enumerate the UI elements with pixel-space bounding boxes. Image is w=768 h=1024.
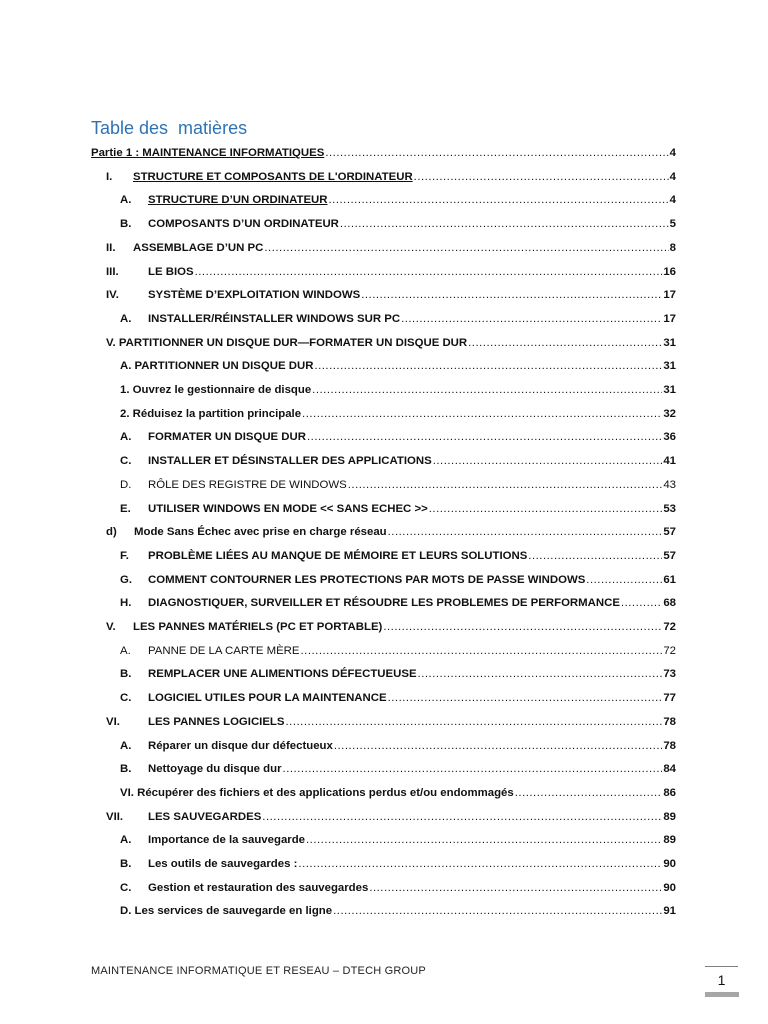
toc-dot-leader	[195, 264, 663, 280]
toc-dot-leader	[348, 477, 663, 493]
toc-entry-label: ASSEMBLAGE D’UN PC	[133, 242, 264, 254]
toc-entry-number: C.	[120, 455, 132, 467]
toc-dot-leader	[433, 453, 663, 469]
toc-entry-label: COMPOSANTS D’UN ORDINATEUR	[148, 218, 339, 230]
toc-entry[interactable]	[106, 287, 676, 303]
toc-entry[interactable]	[120, 311, 676, 327]
toc-entry-label: LES SAUVEGARDES	[148, 811, 262, 823]
toc-dot-leader	[388, 524, 663, 540]
toc-entry-label: UTILISER WINDOWS EN MODE << SANS ECHEC >>	[148, 503, 428, 515]
toc-entry-number: II.	[106, 242, 116, 254]
toc-entry-number: B.	[120, 218, 132, 230]
toc-entry-page: 57	[663, 526, 676, 538]
toc-dot-leader	[298, 856, 662, 872]
toc-entry-number: D.	[120, 479, 132, 491]
toc-entry[interactable]	[120, 880, 676, 896]
toc-entry-label: INSTALLER/RÉINSTALLER WINDOWS SUR PC	[148, 313, 401, 325]
toc-entry-number: A.	[120, 834, 132, 846]
toc-entry-number: A.	[120, 313, 132, 325]
toc-entry-number: B.	[120, 858, 132, 870]
toc-entry[interactable]	[106, 240, 676, 256]
toc-entry[interactable]	[106, 169, 676, 185]
toc-entry-label: VI. Récupérer des fichiers et des applications perdus et/ou endommagés	[120, 787, 514, 799]
toc-entry-page: 90	[663, 858, 676, 870]
toc-entry-label: Nettoyage du disque dur	[148, 763, 282, 775]
toc-dot-leader	[264, 240, 668, 256]
toc-dot-leader	[621, 595, 662, 611]
toc-entry-page: 57	[663, 550, 676, 562]
toc-entry-label: D. Les services de sauvegarde en ligne	[120, 905, 333, 917]
toc-entry-page: 43	[663, 479, 676, 491]
toc-entry[interactable]	[106, 619, 676, 635]
toc-entry-label: Importance de la sauvegarde	[148, 834, 305, 846]
toc-entry-page: 90	[663, 882, 676, 894]
toc-entry[interactable]	[120, 572, 676, 588]
toc-entry-number: C.	[120, 882, 132, 894]
toc-entry-page: 4	[669, 147, 676, 159]
toc-entry-page: 17	[663, 289, 676, 301]
toc-entry-number: I.	[106, 171, 113, 183]
toc-entry-page: 31	[663, 337, 676, 349]
toc-entry[interactable]	[120, 761, 676, 777]
toc-dot-leader	[333, 903, 662, 919]
toc-entry[interactable]	[106, 524, 676, 540]
toc-entry[interactable]	[106, 264, 676, 280]
toc-entry[interactable]	[120, 477, 676, 493]
toc-entry-number: G.	[120, 574, 133, 586]
toc-entry-page: 78	[663, 716, 676, 728]
toc-entry-page: 91	[663, 905, 676, 917]
toc-entry-page: 5	[669, 218, 676, 230]
toc-entry-label: LOGICIEL UTILES POUR LA MAINTENANCE	[148, 692, 387, 704]
toc-entry-page: 72	[663, 621, 676, 633]
toc-dot-leader	[307, 429, 662, 445]
toc-dot-leader	[329, 192, 669, 208]
toc-dot-leader	[586, 572, 662, 588]
toc-entry[interactable]	[106, 809, 676, 825]
toc-entry-label: PROBLÈME LIÉES AU MANQUE DE MÉMOIRE ET LEURS SOLUTIONS	[148, 550, 528, 562]
toc-entry[interactable]	[120, 832, 676, 848]
toc-entry-label: Réparer un disque dur défectueux	[148, 740, 333, 752]
toc-entry-page: 16	[663, 266, 676, 278]
toc-entry-number: III.	[106, 266, 119, 278]
toc-entry-page: 41	[663, 455, 676, 467]
toc-dot-leader	[414, 169, 669, 185]
toc-entry[interactable]	[120, 192, 676, 208]
toc-entry-page: 84	[663, 763, 676, 775]
toc-entry-page: 36	[663, 431, 676, 443]
toc-dot-leader	[418, 666, 663, 682]
toc-entry[interactable]	[120, 548, 676, 564]
page-number-bar	[705, 992, 739, 997]
toc-dot-leader	[286, 714, 663, 730]
toc-entry-label: SYSTÈME D’EXPLOITATION WINDOWS	[148, 289, 361, 301]
toc-dot-leader	[515, 785, 663, 801]
toc-dot-leader	[468, 335, 662, 351]
toc-entry[interactable]	[120, 643, 676, 659]
toc-entry[interactable]	[120, 429, 676, 445]
toc-entry-number: A.	[120, 740, 132, 752]
toc-entry-label: V. PARTITIONNER UN DISQUE DUR—FORMATER UN DISQUE DUR	[106, 337, 468, 349]
toc-entry-number: VII.	[106, 811, 124, 823]
toc-dot-leader	[262, 809, 662, 825]
toc-entry[interactable]	[106, 714, 676, 730]
toc-entry-label: STRUCTURE D’UN ORDINATEUR	[148, 194, 328, 206]
toc-entry-label: Mode Sans Échec avec prise en charge réseau	[134, 526, 387, 538]
toc-dot-leader	[429, 501, 663, 517]
toc-entry-label: LE BIOS	[148, 266, 194, 278]
toc-entry-page: 31	[663, 384, 676, 396]
toc-entry-page: 4	[669, 194, 676, 206]
toc-entry-page: 32	[663, 408, 676, 420]
toc-dot-leader	[383, 619, 662, 635]
toc-entry-label: STRUCTURE ET COMPOSANTS DE L'ORDINATEUR	[133, 171, 413, 183]
toc-entry-label: 1. Ouvrez le gestionnaire de disque	[120, 384, 312, 396]
toc-entry-label: Partie 1 : MAINTENANCE INFORMATIQUES	[91, 147, 325, 159]
toc-entry-number: F.	[120, 550, 129, 562]
toc-dot-leader	[388, 690, 663, 706]
toc-entry[interactable]	[106, 335, 676, 351]
toc-entry[interactable]	[120, 595, 676, 611]
toc-dot-leader	[314, 358, 662, 374]
toc-dot-leader	[312, 382, 662, 398]
toc-entry-page: 77	[663, 692, 676, 704]
toc-dot-leader	[334, 738, 663, 754]
toc-entry-number: d)	[106, 526, 117, 538]
toc-entry-label: INSTALLER ET DÉSINSTALLER DES APPLICATIONS	[148, 455, 432, 467]
toc-entry[interactable]	[120, 358, 676, 374]
toc-dot-leader	[325, 145, 668, 161]
toc-dot-leader	[301, 643, 663, 659]
toc-entry-page: 68	[663, 597, 676, 609]
toc-entry-label: 2. Réduisez la partition principale	[120, 408, 302, 420]
toc-entry-page: 86	[663, 787, 676, 799]
toc-entry-label: PANNE DE LA CARTE MÈRE	[148, 645, 300, 657]
toc-dot-leader	[528, 548, 662, 564]
toc-entry[interactable]	[120, 216, 676, 232]
toc-entry-number: B.	[120, 763, 132, 775]
toc-entry-page: 17	[663, 313, 676, 325]
toc-entry-page: 53	[663, 503, 676, 515]
toc-entry-page: 73	[663, 668, 676, 680]
toc-entry-label: A. PARTITIONNER UN DISQUE DUR	[120, 360, 314, 372]
toc-dot-leader	[306, 832, 662, 848]
toc-entry[interactable]	[91, 145, 676, 161]
toc-entry-page: 78	[663, 740, 676, 752]
toc-entry-label: COMMENT CONTOURNER LES PROTECTIONS PAR MOTS DE PASSE WINDOWS	[148, 574, 586, 586]
toc-entry-number: VI.	[106, 716, 120, 728]
toc-title: Table des matières	[91, 118, 248, 138]
toc-entry-number: C.	[120, 692, 132, 704]
toc-entry[interactable]	[120, 785, 676, 801]
toc-entry-label: REMPLACER UNE ALIMENTIONS DÉFECTUEUSE	[148, 668, 417, 680]
toc-entry[interactable]	[120, 903, 676, 919]
toc-entry-number: B.	[120, 668, 132, 680]
toc-dot-leader	[401, 311, 662, 327]
toc-entry-label: RÔLE DES REGISTRE DE WINDOWS	[148, 479, 347, 491]
toc-dot-leader	[369, 880, 662, 896]
toc-entry-page: 31	[663, 360, 676, 372]
toc-entry-label: FORMATER UN DISQUE DUR	[148, 431, 306, 443]
toc-entry[interactable]	[120, 738, 676, 754]
toc-entry-page: 72	[663, 645, 676, 657]
toc-entry-label: Les outils de sauvegardes :	[148, 858, 298, 870]
toc-entry-page: 89	[663, 834, 676, 846]
toc-dot-leader	[340, 216, 669, 232]
toc-entry-number: A.	[120, 645, 131, 657]
toc-entry[interactable]	[120, 406, 676, 422]
toc-entry-number: A.	[120, 194, 132, 206]
toc-entry-number: E.	[120, 503, 131, 515]
toc-entry-page: 8	[669, 242, 676, 254]
toc-entry-page: 89	[663, 811, 676, 823]
toc-entry[interactable]	[120, 666, 676, 682]
toc-entry-label: DIAGNOSTIQUER, SURVEILLER ET RÉSOUDRE LES PROBLEMES DE PERFORMANCE	[148, 597, 620, 609]
toc-entry[interactable]	[120, 453, 676, 469]
toc-dot-leader	[283, 761, 663, 777]
page-number: 1	[717, 972, 726, 988]
toc-entry-label: LES PANNES LOGICIELS	[148, 716, 285, 728]
toc-entry-page: 4	[669, 171, 676, 183]
toc-entry[interactable]	[120, 501, 676, 517]
toc-entry[interactable]	[120, 690, 676, 706]
toc-entry-page: 61	[663, 574, 676, 586]
toc-dot-leader	[302, 406, 662, 422]
toc-entry-label: Gestion et restauration des sauvegardes	[148, 882, 369, 894]
toc-entry[interactable]	[120, 382, 676, 398]
page-number-box	[705, 966, 738, 995]
toc-entry-number: H.	[120, 597, 132, 609]
toc-entry-number: A.	[120, 431, 132, 443]
toc-entry[interactable]	[120, 856, 676, 872]
toc-entry-number: IV.	[106, 289, 119, 301]
toc-entry-label: LES PANNES MATÉRIELS (PC ET PORTABLE)	[133, 621, 383, 633]
footer-text: MAINTENANCE INFORMATIQUE ET RESEAU – DTECH GROUP	[91, 965, 426, 977]
toc-entry-number: V.	[106, 621, 116, 633]
toc-dot-leader	[361, 287, 662, 303]
